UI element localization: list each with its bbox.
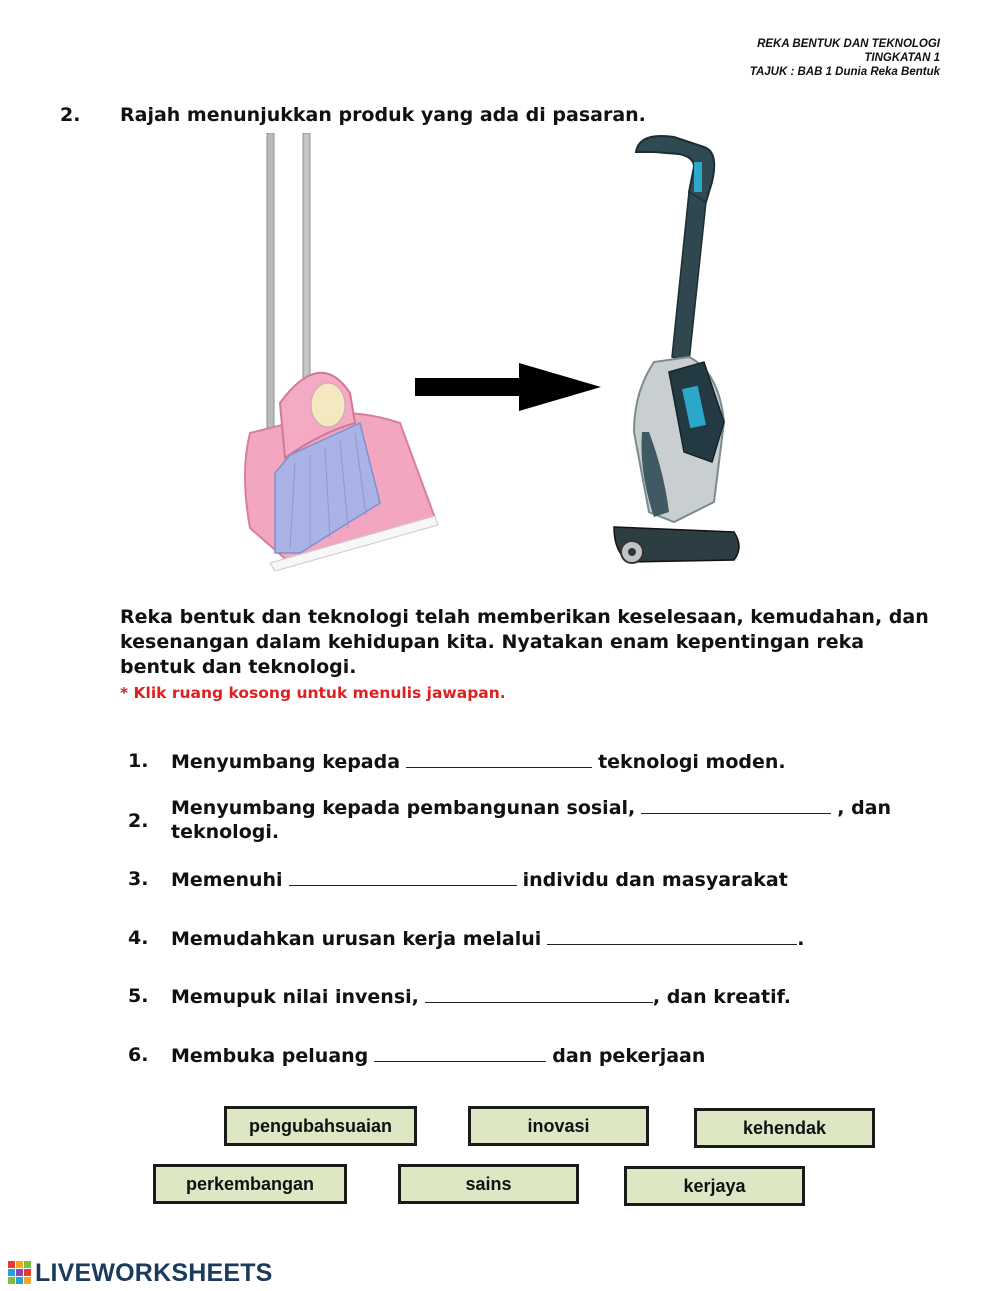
question-number: 2.: [60, 104, 81, 126]
logo-icon: [8, 1261, 32, 1285]
item-text: Memenuhi individu dan masyarakat: [171, 869, 788, 891]
item-number: 3.: [128, 868, 149, 890]
word-kerjaya[interactable]: kerjaya: [624, 1166, 805, 1206]
word-pengubahsuaian[interactable]: pengubahsuaian: [224, 1106, 417, 1146]
question-title: Rajah menunjukkan produk yang ada di pasaran.: [120, 104, 646, 126]
item-number: 6.: [128, 1044, 149, 1066]
broom-dustpan-image: [230, 133, 445, 573]
item-text: Menyumbang kepada pembangunan sosial, , dan teknologi.: [171, 797, 892, 843]
answer-blank-1[interactable]: [406, 751, 592, 768]
liveworksheets-logo[interactable]: [8, 1258, 273, 1288]
item-number: 2.: [128, 810, 149, 832]
answer-blank-4[interactable]: [547, 928, 797, 945]
intro-paragraph: Reka bentuk dan teknologi telah memberikan keselesaan, kemudahan, dan kesenangan dalam kehidupan kita. Nyatakan enam kepentingan reka bentuk dan teknologi.: [120, 606, 929, 678]
item-text: Menyumbang kepada teknologi moden.: [171, 751, 786, 773]
answer-blank-5[interactable]: [425, 986, 653, 1003]
answer-blank-2[interactable]: [641, 797, 831, 814]
item-number: 5.: [128, 985, 149, 1007]
item-number: 1.: [128, 750, 149, 772]
arrow-right-icon: [413, 363, 603, 413]
header-form: TINGKATAN 1: [864, 52, 940, 64]
vacuum-cleaner-image: [594, 132, 754, 587]
answer-blank-6[interactable]: [374, 1045, 546, 1062]
item-text: Membuka peluang dan pekerjaan: [171, 1045, 706, 1067]
instruction-hint: * Klik ruang kosong untuk menulis jawapan.: [120, 684, 506, 702]
header-topic: TAJUK : BAB 1 Dunia Reka Bentuk: [749, 66, 940, 78]
answer-blank-3[interactable]: [289, 869, 517, 886]
item-text: Memupuk nilai invensi, , dan kreatif.: [171, 986, 792, 1008]
worksheet-header: [750, 37, 940, 79]
word-sains[interactable]: sains: [398, 1164, 579, 1204]
logo-text: LIVEWORKSHEETS: [35, 1258, 273, 1287]
header-subject: REKA BENTUK DAN TEKNOLOGI: [757, 38, 940, 50]
item-text: Memudahkan urusan kerja melalui .: [171, 928, 805, 950]
word-inovasi[interactable]: inovasi: [468, 1106, 649, 1146]
word-perkembangan[interactable]: perkembangan: [153, 1164, 347, 1204]
item-number: 4.: [128, 927, 149, 949]
word-kehendak[interactable]: kehendak: [694, 1108, 875, 1148]
